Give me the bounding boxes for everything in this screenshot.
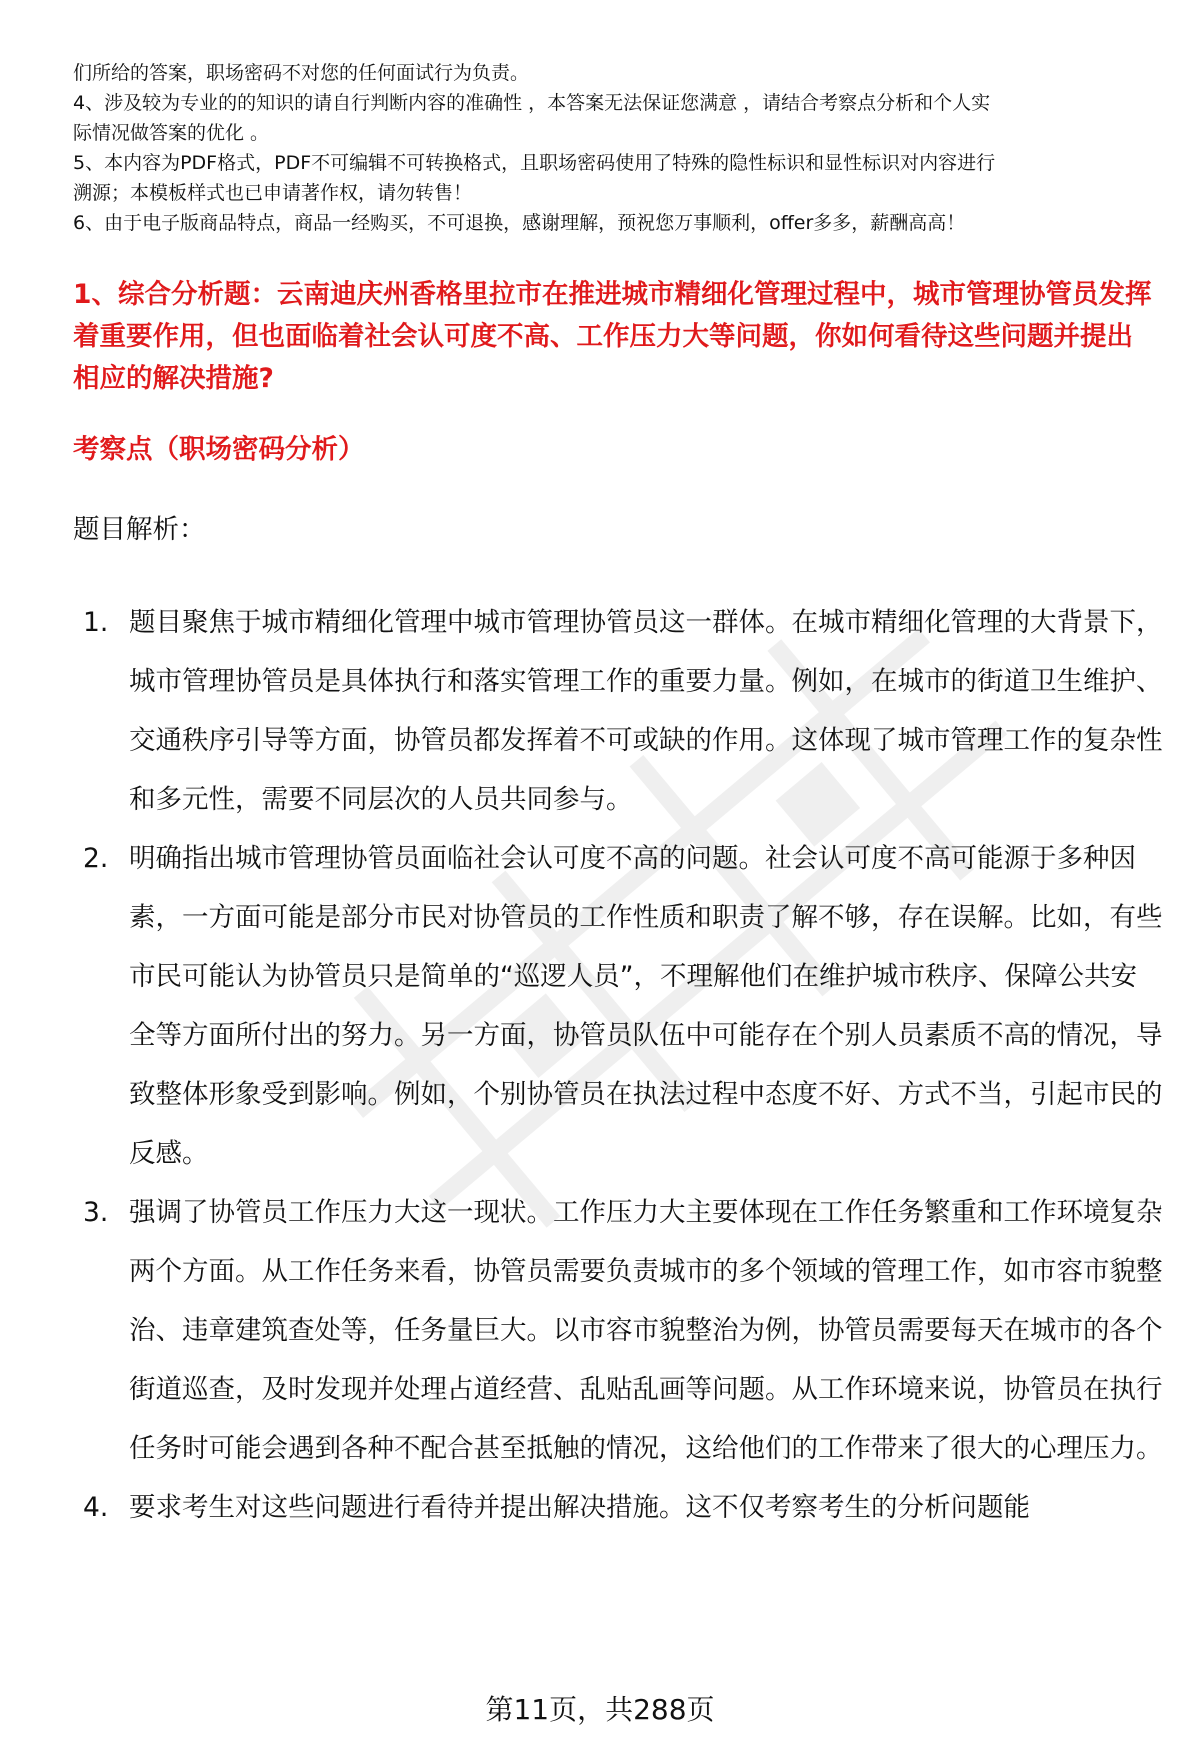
- note-line: 4、涉及较为专业的的知识的请自行判断内容的准确性 ，本答案无法保证您满意 ，请结合考察点分析和个人实: [73, 92, 991, 114]
- item-number: 1.: [83, 607, 109, 638]
- item-text: 明确指出城市管理协管员面临社会认可度不高的问题。社会认可度不高可能源于多种因素，一方面可能是部分市民对协管员的工作性质和职责了解不够，存在误解。比如，有些市民可能认为协管员只是简单的“巡逻人员”，不理解他们在维护城市秩序、保障公共安全等方面所付出的努力。另一方面，协管员队伍中可能存在个别人员素质不高的情况，导致整体形象受到影响。例如，个别协管员在执法过程中态度不好、方式不当，引起市民的反感。: [129, 843, 1163, 1169]
- analysis-list: [73, 593, 1163, 1537]
- item-text: 要求考生对这些问题进行看待并提出解决措施。这不仅考察考生的分析问题能: [129, 1492, 1030, 1523]
- page-number: 第11页，共288页: [485, 1693, 715, 1726]
- note-line: 际情况做答案的优化 。: [73, 122, 270, 144]
- note-line: 溯源；本模板样式也已申请著作权，请勿转售！: [73, 182, 473, 204]
- item-number: 3.: [83, 1197, 109, 1228]
- item-text: 强调了协管员工作压力大这一现状。工作压力大主要体现在工作任务繁重和工作环境复杂两个方面。从工作任务来看，协管员需要负责城市的多个领域的管理工作，如市容市貌整治、违章建筑查处等，任务量巨大。以市容市貌整治为例，协管员需要每天在城市的各个街道巡查，及时发现并处理占道经营、乱贴乱画等问题。从工作环境来说，协管员在执行任务时可能会遇到各种不配合甚至抵触的情况，这给他们的工作带来了很大的心理压力。: [129, 1197, 1163, 1464]
- analysis-heading: 题目解析：: [73, 514, 206, 545]
- analysis-item: [73, 593, 1163, 829]
- analysis-item: [73, 1478, 1163, 1537]
- assessment-point-heading: 考察点（职场密码分析）: [73, 434, 365, 465]
- note-line: 们所给的答案，职场密码不对您的任何面试行为负责。: [73, 62, 530, 84]
- analysis-item: [73, 829, 1163, 1183]
- note-line: 5、本内容为PDF格式，PDF不可编辑不可转换格式，且职场密码使用了特殊的隐性标识和显性标识对内容进行: [73, 152, 996, 174]
- item-text: 题目聚焦于城市精细化管理中城市管理协管员这一群体。在城市精细化管理的大背景下，城市管理协管员是具体执行和落实管理工作的重要力量。例如，在城市的街道卫生维护、交通秩序引导等方面，协管员都发挥着不可或缺的作用。这体现了城市管理工作的复杂性和多元性，需要不同层次的人员共同参与。: [129, 607, 1163, 815]
- disclaimer-notes: [73, 58, 1158, 238]
- item-number: 4.: [83, 1492, 109, 1523]
- note-line: 6、由于电子版商品特点，商品一经购买，不可退换，感谢理解，预祝您万事顺利，offer多多，薪酬高高！: [73, 212, 966, 234]
- item-number: 2.: [83, 843, 109, 874]
- question-title: 1、综合分析题：云南迪庆州香格里拉市在推进城市精细化管理过程中，城市管理协管员发挥着重要作用，但也面临着社会认可度不高、工作压力大等问题，你如何看待这些问题并提出相应的解决措施?: [73, 279, 1152, 394]
- analysis-item: [73, 1183, 1163, 1478]
